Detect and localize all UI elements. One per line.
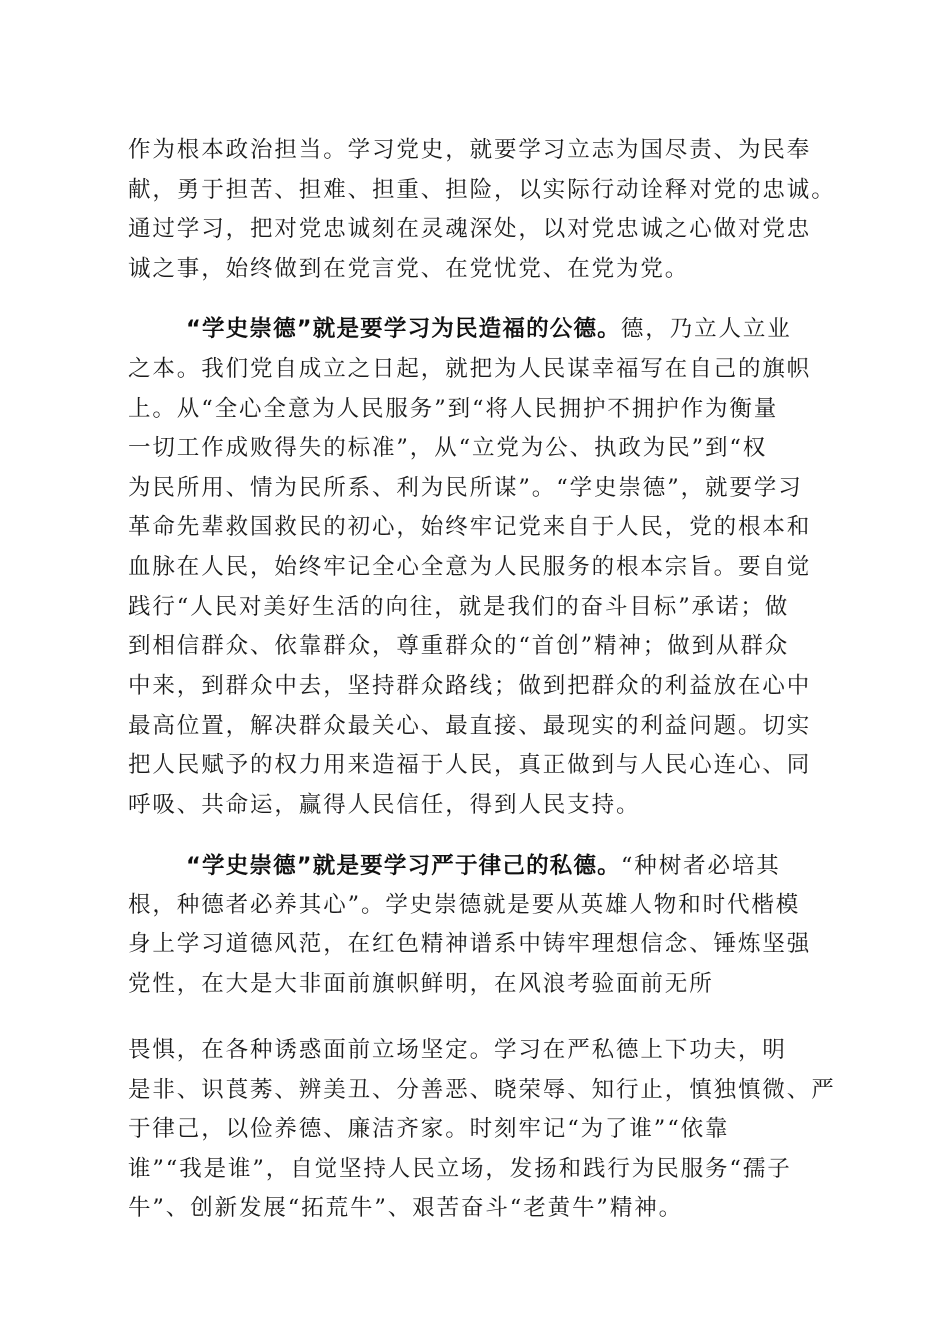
paragraph-3-line-4: 党性，在大是大非面前旗帜鲜明，在风浪考验面前无所 [128,971,714,997]
paragraph-4-line-2: 是非、识莨莠、辨美丑、分善恶、晓荣辱、知行止，慎独慎微、严 [128,1077,836,1103]
paragraph-1-line-2: 献，勇于担苦、担难、担重、担险，以实际行动诠释对党的忠诚。 [128,177,836,203]
paragraph-4-line-4: 谁”“我是谁”，自觉坚持人民立场，发扬和践行为民服务“孺子 [128,1156,792,1182]
paragraph-2-first-line-text: 德，乃立人立业 [620,316,792,342]
paragraph-2-line-5: 为民所用、情为民所系、利为民所谋”。“学史崇德”，就要学习 [128,475,803,501]
paragraph-2-line-8: 践行“人民对美好生活的向往，就是我们的奋斗目标”承诺；做 [128,594,790,620]
paragraph-1-line-3: 通过学习，把对党忠诚刻在灵魂深处，以对党忠诚之心做对党忠 [128,216,812,242]
paragraph-2-line-4: 一切工作成败得失的标准”，从“立党为公、执政为民”到“权 [128,435,768,461]
paragraph-2-line-3: 上。从“全心全意为人民服务”到“将人民拥护不拥护作为衡量 [128,396,779,422]
paragraph-2-line-7: 血脉在人民，始终牢记全心全意为人民服务的根本宗旨。要自觉 [128,554,812,580]
paragraph-4-line-3: 于律己，以俭养德、廉洁齐家。时刻牢记“为了谁”“依靠 [128,1116,730,1142]
paragraph-3-line-3: 身上学习道德风范，在红色精神谱系中铸牢理想信念、锤炼坚强 [128,931,812,957]
paragraph-2-line-13: 呼吸、共命运，赢得人民信任，得到人民支持。 [128,792,641,818]
paragraph-2-line-12: 把人民赋予的权力用来造福于人民，真正做到与人民心连心、同 [128,752,812,778]
paragraph-2-heading: “学史崇德”就是要学习为民造福的公德。 [186,316,621,342]
paragraph-1-line-1: 作为根本政治担当。学习党史，就要学习立志为国尽责、为民奉 [128,137,812,163]
paragraph-3-heading: “学史崇德”就是要学习严于律己的私德。 [186,853,621,879]
paragraph-2-line-11: 最高位置，解决群众最关心、最直接、最现实的利益问题。切实 [128,713,812,739]
paragraph-4-line-5: 牛”、创新发展“拓荒牛”、艰苦奋斗“老黄牛”精神。 [128,1195,684,1221]
paragraph-2-line-2: 之本。我们党自成立之日起，就把为人民谋幸福写在自己的旗帜 [128,356,812,382]
paragraph-3-first-line [186,851,856,881]
paragraph-2-first-line [186,314,856,344]
paragraph-2-line-6: 革命先辈救国救民的初心，始终牢记党来自于人民，党的根本和 [128,514,812,540]
paragraph-1-line-4: 诚之事，始终做到在党言党、在党忧党、在党为党。 [128,256,690,282]
paragraph-2-line-10: 中来，到群众中去，坚持群众路线；做到把群众的利益放在心中 [128,673,812,699]
paragraph-2-line-9: 到相信群众、依靠群众，尊重群众的“首创”精神；做到从群众 [128,633,790,659]
paragraph-4-line-1: 畏惧，在各种诱惑面前立场坚定。学习在严私德上下功夫，明 [128,1037,787,1063]
paragraph-3-first-line-text: “种树者必培其 [620,853,781,879]
paragraph-3-line-2: 根，种德者必养其心”。学史崇德就是要从英雄人物和时代楷模 [128,892,801,918]
